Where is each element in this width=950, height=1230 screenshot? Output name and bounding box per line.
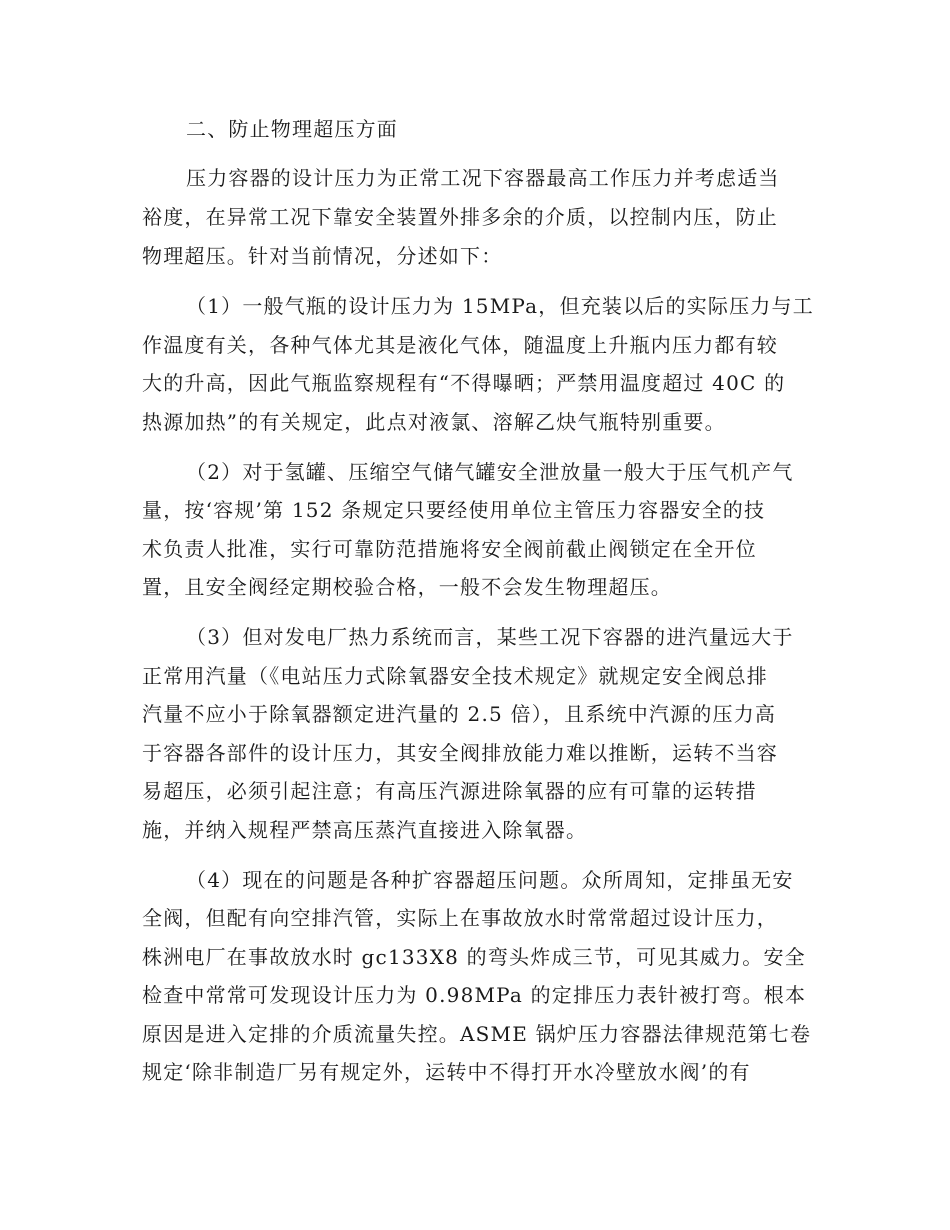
paragraph-line: 于容器各部件的设计压力，其安全阀排放能力难以推断，运转不当容 <box>142 741 778 765</box>
paragraph-line: 热源加热”的有关规定，此点对液氯、溶解乙炔气瓶特别重要。 <box>142 410 726 434</box>
paragraph-line: （1）一般气瓶的设计压力为 15MPa，但充装以后的实际压力与工 <box>186 294 814 318</box>
paragraph-line: 原因是进入定排的介质流量失控。ASME 锅炉压力容器法律规范第七卷 <box>142 1022 812 1046</box>
paragraph-line: 压力容器的设计压力为正常工况下容器最高工作压力并考虑适当 <box>186 166 780 190</box>
paragraph-line: 汽量不应小于除氧器额定进汽量的 2.5 倍），且系统中汽源的压力高 <box>142 702 777 726</box>
paragraph-line: 检查中常常可发现设计压力为 0.98MPa 的定排压力表针被打弯。根本 <box>142 983 807 1007</box>
paragraph-line: 大的升高，因此气瓶监察规程有“不得曝晒；严禁用温度超过 40C 的 <box>142 371 786 395</box>
section-heading: 二、防止物理超压方面 <box>186 117 398 141</box>
paragraph-line: 置，且安全阀经定期校验合格，一般不会发生物理超压。 <box>142 575 672 599</box>
paragraph-line: （2）对于氢罐、压缩空气储气罐安全泄放量一般大于压气机产气 <box>186 460 794 484</box>
paragraph-line: 规定‘除非制造厂另有规定外，运转中不得打开水冷壁放水阀’的有 <box>142 1060 751 1084</box>
paragraph-line: 物理超压。针对当前情况，分述如下： <box>142 244 503 268</box>
paragraph-line: 全阀，但配有向空排汽管，实际上在事故放水时常常超过设计压力， <box>142 906 778 930</box>
paragraph-line: 术负责人批准，实行可靠防范措施将安全阀前截止阀锁定在全开位 <box>142 537 757 561</box>
paragraph-line: 株洲电厂在事故放水时 gc133X8 的弯头炸成三节，可见其威力。安全 <box>142 945 806 969</box>
paragraph-line: 裕度，在异常工况下靠安全装置外排多余的介质，以控制内压，防止 <box>142 205 778 229</box>
paragraph-line: （4）现在的问题是各种扩容器超压问题。众所周知，定排虽无安 <box>186 868 794 892</box>
paragraph-line: 正常用汽量（《电站压力式除氧器安全技术规定》就规定安全阀总排 <box>142 664 768 688</box>
paragraph-line: 作温度有关，各种气体尤其是液化气体，随温度上升瓶内压力都有较 <box>142 333 778 357</box>
paragraph-line: 量，按‘容规’第 152 条规定只要经使用单位主管压力容器安全的技 <box>142 498 766 522</box>
paragraph-line: （3）但对发电厂热力系统而言，某些工况下容器的进汽量远大于 <box>186 625 794 649</box>
paragraph-line: 易超压，必须引起注意；有高压汽源进除氧器的应有可靠的运转措 <box>142 779 757 803</box>
paragraph-line: 施，并纳入规程严禁高压蒸汽直接进入除氧器。 <box>142 818 588 842</box>
